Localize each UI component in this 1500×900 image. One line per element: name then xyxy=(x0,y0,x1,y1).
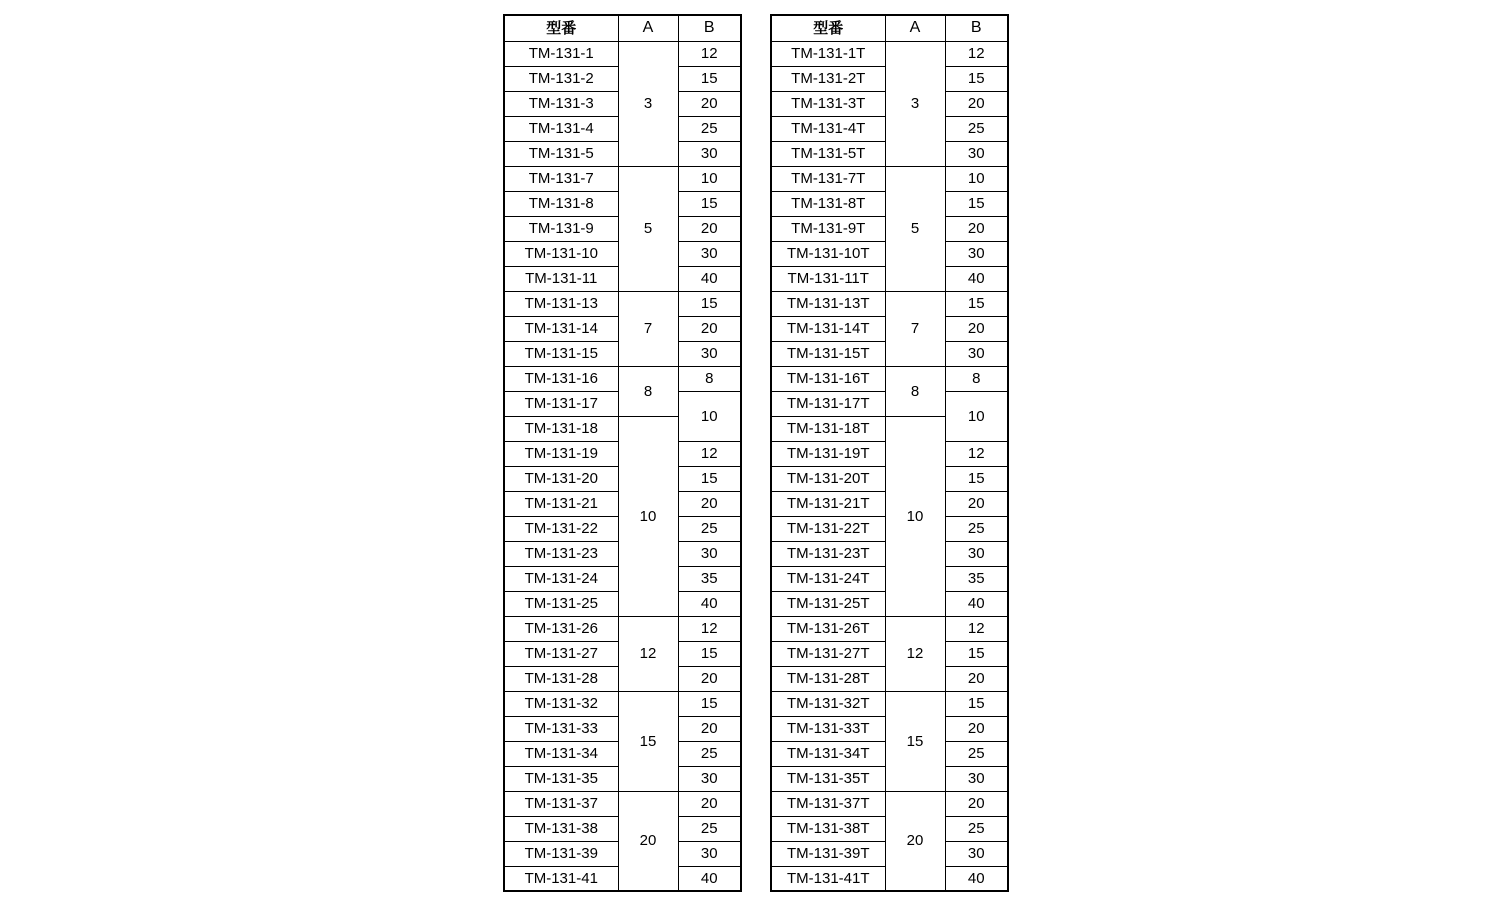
b-cell: 20 xyxy=(678,491,741,516)
header-b: B xyxy=(678,15,741,41)
b-cell: 15 xyxy=(945,691,1008,716)
b-cell: 30 xyxy=(678,341,741,366)
model-cell: TM-131-22T xyxy=(771,516,885,541)
header-model: 型番 xyxy=(771,15,885,41)
model-cell: TM-131-10T xyxy=(771,241,885,266)
b-cell: 20 xyxy=(678,791,741,816)
b-cell: 40 xyxy=(678,591,741,616)
b-cell: 30 xyxy=(945,766,1008,791)
b-cell: 40 xyxy=(678,866,741,891)
table-row xyxy=(504,791,741,816)
model-cell: TM-131-10 xyxy=(504,241,618,266)
b-cell: 15 xyxy=(945,466,1008,491)
model-cell: TM-131-37T xyxy=(771,791,885,816)
header-row xyxy=(771,15,1008,41)
model-cell: TM-131-21 xyxy=(504,491,618,516)
b-cell: 15 xyxy=(678,66,741,91)
model-cell: TM-131-35T xyxy=(771,766,885,791)
table-row xyxy=(504,366,741,391)
model-cell: TM-131-34T xyxy=(771,741,885,766)
b-cell: 15 xyxy=(945,641,1008,666)
table-row xyxy=(771,791,1008,816)
table-row xyxy=(504,291,741,316)
table-row xyxy=(771,366,1008,391)
model-cell: TM-131-13T xyxy=(771,291,885,316)
table-row xyxy=(771,616,1008,641)
model-cell: TM-131-5 xyxy=(504,141,618,166)
model-cell: TM-131-39T xyxy=(771,841,885,866)
b-cell: 30 xyxy=(945,841,1008,866)
a-cell: 10 xyxy=(618,416,678,616)
model-cell: TM-131-11T xyxy=(771,266,885,291)
b-cell: 30 xyxy=(945,341,1008,366)
a-cell: 5 xyxy=(885,166,945,291)
table-row xyxy=(504,166,741,191)
b-cell: 12 xyxy=(678,41,741,66)
header-a: A xyxy=(885,15,945,41)
model-cell: TM-131-1 xyxy=(504,41,618,66)
model-cell: TM-131-2 xyxy=(504,66,618,91)
b-cell: 25 xyxy=(945,516,1008,541)
b-cell: 10 xyxy=(678,391,741,441)
model-cell: TM-131-33T xyxy=(771,716,885,741)
a-cell: 12 xyxy=(618,616,678,691)
b-cell: 8 xyxy=(945,366,1008,391)
b-cell: 25 xyxy=(678,516,741,541)
model-cell: TM-131-23T xyxy=(771,541,885,566)
model-cell: TM-131-17 xyxy=(504,391,618,416)
spec-table-t-suffix xyxy=(770,14,1009,892)
model-cell: TM-131-27 xyxy=(504,641,618,666)
model-cell: TM-131-19T xyxy=(771,441,885,466)
b-cell: 12 xyxy=(945,441,1008,466)
table-row xyxy=(504,691,741,716)
model-cell: TM-131-19 xyxy=(504,441,618,466)
spec-table-plain xyxy=(503,14,742,892)
table-row xyxy=(771,691,1008,716)
a-cell: 8 xyxy=(618,366,678,416)
table-row xyxy=(771,166,1008,191)
b-cell: 12 xyxy=(678,441,741,466)
model-cell: TM-131-4 xyxy=(504,116,618,141)
model-cell: TM-131-9 xyxy=(504,216,618,241)
table-row xyxy=(771,291,1008,316)
b-cell: 15 xyxy=(678,191,741,216)
model-cell: TM-131-38 xyxy=(504,816,618,841)
b-cell: 20 xyxy=(678,91,741,116)
model-cell: TM-131-9T xyxy=(771,216,885,241)
b-cell: 15 xyxy=(678,641,741,666)
model-cell: TM-131-41 xyxy=(504,866,618,891)
b-cell: 10 xyxy=(945,166,1008,191)
b-cell: 35 xyxy=(945,566,1008,591)
model-cell: TM-131-32 xyxy=(504,691,618,716)
b-cell: 20 xyxy=(945,216,1008,241)
a-cell: 20 xyxy=(885,791,945,891)
a-cell: 15 xyxy=(885,691,945,791)
header-b: B xyxy=(945,15,1008,41)
model-cell: TM-131-4T xyxy=(771,116,885,141)
model-cell: TM-131-13 xyxy=(504,291,618,316)
model-cell: TM-131-16T xyxy=(771,366,885,391)
model-cell: TM-131-18T xyxy=(771,416,885,441)
model-cell: TM-131-25 xyxy=(504,591,618,616)
b-cell: 20 xyxy=(678,216,741,241)
model-cell: TM-131-16 xyxy=(504,366,618,391)
b-cell: 20 xyxy=(678,316,741,341)
model-cell: TM-131-38T xyxy=(771,816,885,841)
table-row xyxy=(771,41,1008,66)
model-cell: TM-131-14T xyxy=(771,316,885,341)
header-model: 型番 xyxy=(504,15,618,41)
b-cell: 40 xyxy=(945,266,1008,291)
table-body xyxy=(504,41,741,891)
b-cell: 10 xyxy=(678,166,741,191)
model-cell: TM-131-24 xyxy=(504,566,618,591)
b-cell: 25 xyxy=(945,741,1008,766)
model-cell: TM-131-15 xyxy=(504,341,618,366)
b-cell: 25 xyxy=(678,816,741,841)
model-cell: TM-131-34 xyxy=(504,741,618,766)
b-cell: 40 xyxy=(678,266,741,291)
table-row xyxy=(504,41,741,66)
model-cell: TM-131-39 xyxy=(504,841,618,866)
table-body xyxy=(771,41,1008,891)
a-cell: 3 xyxy=(885,41,945,166)
a-cell: 7 xyxy=(885,291,945,366)
b-cell: 40 xyxy=(945,591,1008,616)
model-cell: TM-131-27T xyxy=(771,641,885,666)
model-cell: TM-131-15T xyxy=(771,341,885,366)
b-cell: 30 xyxy=(945,241,1008,266)
b-cell: 15 xyxy=(678,466,741,491)
model-cell: TM-131-7 xyxy=(504,166,618,191)
b-cell: 35 xyxy=(678,566,741,591)
b-cell: 15 xyxy=(945,66,1008,91)
model-cell: TM-131-3 xyxy=(504,91,618,116)
model-cell: TM-131-20T xyxy=(771,466,885,491)
a-cell: 12 xyxy=(885,616,945,691)
b-cell: 30 xyxy=(945,541,1008,566)
b-cell: 20 xyxy=(945,666,1008,691)
b-cell: 25 xyxy=(678,741,741,766)
b-cell: 20 xyxy=(945,491,1008,516)
a-cell: 7 xyxy=(618,291,678,366)
b-cell: 20 xyxy=(945,316,1008,341)
model-cell: TM-131-2T xyxy=(771,66,885,91)
b-cell: 30 xyxy=(678,541,741,566)
b-cell: 20 xyxy=(945,791,1008,816)
model-cell: TM-131-25T xyxy=(771,591,885,616)
model-cell: TM-131-41T xyxy=(771,866,885,891)
model-cell: TM-131-26 xyxy=(504,616,618,641)
header-a: A xyxy=(618,15,678,41)
model-cell: TM-131-21T xyxy=(771,491,885,516)
model-cell: TM-131-35 xyxy=(504,766,618,791)
b-cell: 30 xyxy=(678,241,741,266)
model-cell: TM-131-33 xyxy=(504,716,618,741)
a-cell: 15 xyxy=(618,691,678,791)
a-cell: 3 xyxy=(618,41,678,166)
b-cell: 20 xyxy=(678,666,741,691)
b-cell: 30 xyxy=(678,141,741,166)
model-cell: TM-131-18 xyxy=(504,416,618,441)
model-cell: TM-131-11 xyxy=(504,266,618,291)
model-cell: TM-131-37 xyxy=(504,791,618,816)
b-cell: 25 xyxy=(678,116,741,141)
b-cell: 20 xyxy=(945,716,1008,741)
b-cell: 30 xyxy=(678,841,741,866)
b-cell: 40 xyxy=(945,866,1008,891)
a-cell: 5 xyxy=(618,166,678,291)
model-cell: TM-131-1T xyxy=(771,41,885,66)
b-cell: 15 xyxy=(945,191,1008,216)
model-cell: TM-131-32T xyxy=(771,691,885,716)
model-cell: TM-131-28 xyxy=(504,666,618,691)
b-cell: 25 xyxy=(945,116,1008,141)
model-cell: TM-131-8T xyxy=(771,191,885,216)
model-cell: TM-131-14 xyxy=(504,316,618,341)
model-cell: TM-131-8 xyxy=(504,191,618,216)
b-cell: 20 xyxy=(945,91,1008,116)
b-cell: 12 xyxy=(945,41,1008,66)
b-cell: 30 xyxy=(945,141,1008,166)
b-cell: 15 xyxy=(678,691,741,716)
model-cell: TM-131-24T xyxy=(771,566,885,591)
b-cell: 12 xyxy=(678,616,741,641)
model-cell: TM-131-17T xyxy=(771,391,885,416)
header-row xyxy=(504,15,741,41)
model-cell: TM-131-23 xyxy=(504,541,618,566)
table-row xyxy=(504,616,741,641)
a-cell: 20 xyxy=(618,791,678,891)
model-cell: TM-131-5T xyxy=(771,141,885,166)
b-cell: 20 xyxy=(678,716,741,741)
b-cell: 25 xyxy=(945,816,1008,841)
a-cell: 10 xyxy=(885,416,945,616)
b-cell: 30 xyxy=(678,766,741,791)
model-cell: TM-131-26T xyxy=(771,616,885,641)
b-cell: 10 xyxy=(945,391,1008,441)
b-cell: 12 xyxy=(945,616,1008,641)
model-cell: TM-131-22 xyxy=(504,516,618,541)
a-cell: 8 xyxy=(885,366,945,416)
b-cell: 8 xyxy=(678,366,741,391)
model-cell: TM-131-3T xyxy=(771,91,885,116)
model-cell: TM-131-7T xyxy=(771,166,885,191)
model-cell: TM-131-20 xyxy=(504,466,618,491)
b-cell: 15 xyxy=(678,291,741,316)
model-cell: TM-131-28T xyxy=(771,666,885,691)
b-cell: 15 xyxy=(945,291,1008,316)
